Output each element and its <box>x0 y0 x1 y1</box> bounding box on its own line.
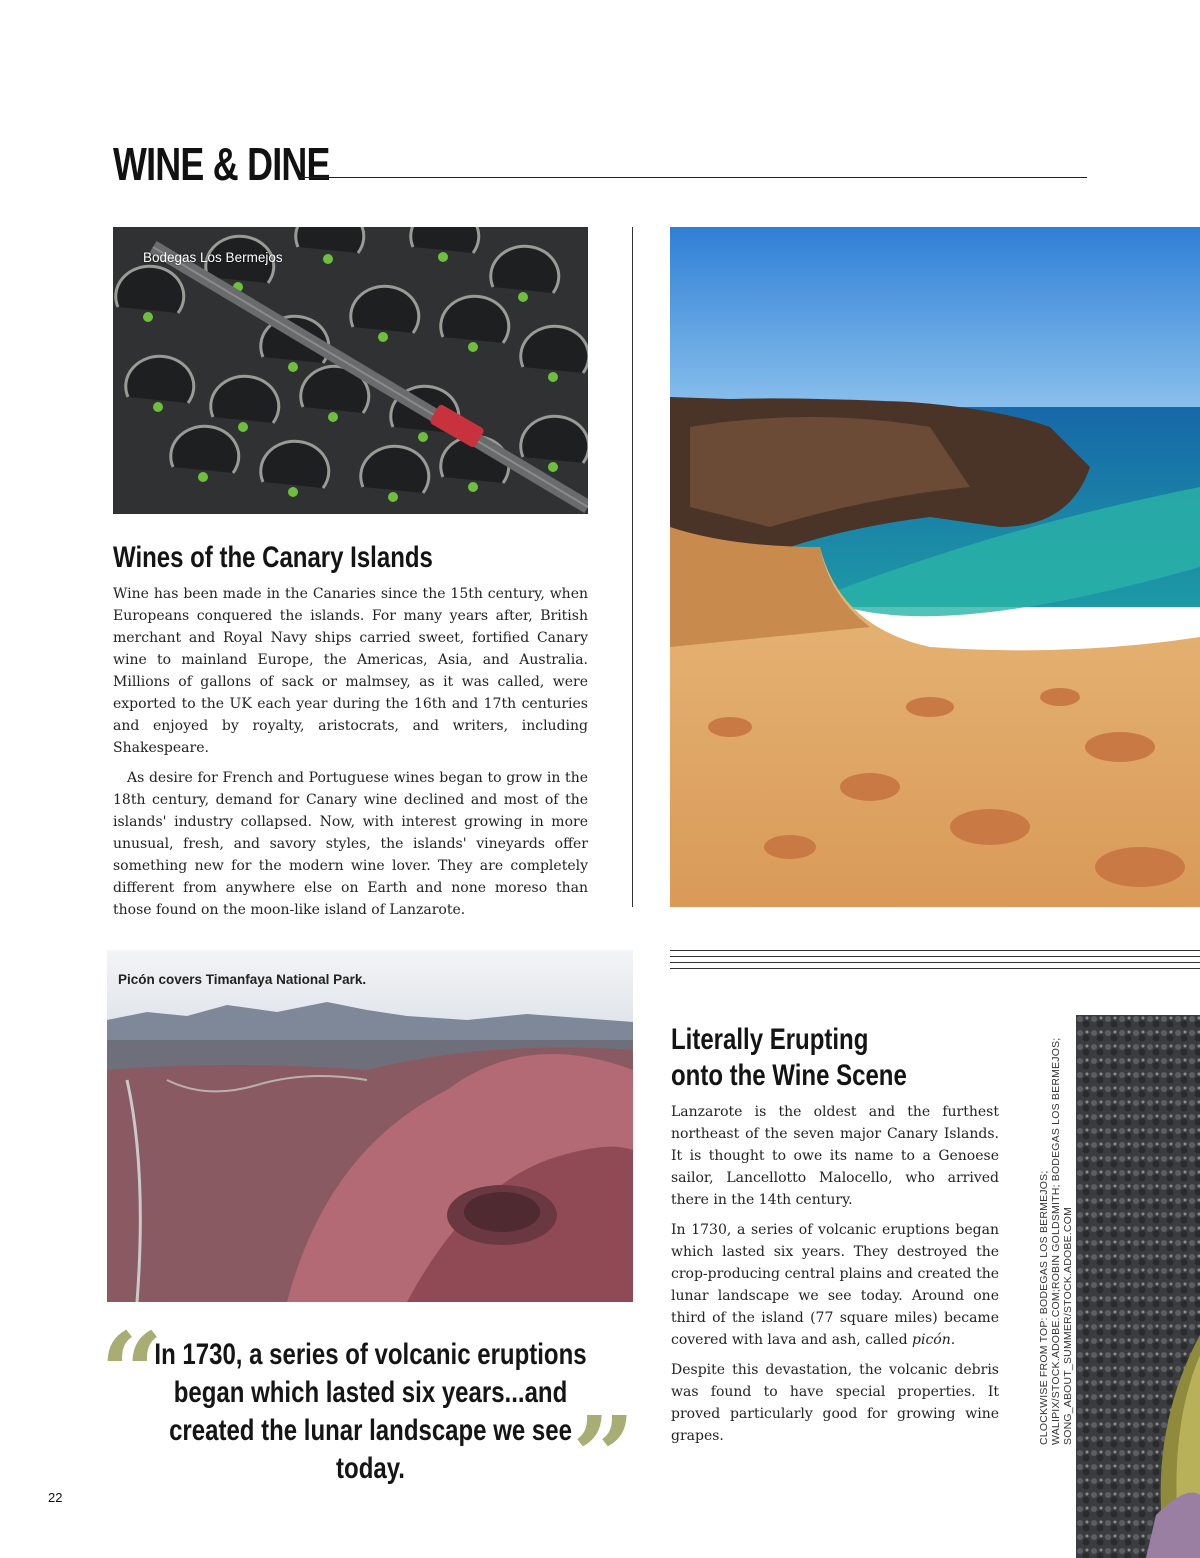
vineyard-caption: Bodegas Los Bermejos <box>143 250 283 265</box>
article1-body <box>113 583 588 929</box>
section-title: WINE & DINE <box>113 138 330 190</box>
article1-heading: Wines of the Canary Islands <box>113 541 433 574</box>
quote-close-mark: ” <box>572 1392 636 1521</box>
timanfaya-photo <box>107 950 633 1302</box>
article2-heading-line2: onto the Wine Scene <box>671 1059 907 1092</box>
article2-body <box>671 1101 999 1455</box>
gravel-photo <box>1076 1015 1200 1558</box>
quote-open-mark: “ <box>100 1308 164 1437</box>
page-number: 22 <box>48 1490 63 1505</box>
decorative-rules <box>670 950 1200 974</box>
vineyard-photo <box>113 227 588 514</box>
article2-paragraph: Lanzarote is the oldest and the furthest northeast of the seven major Canary Islands. It is thought to owe its name to a Genoese sailor, Lancellotto Malocello, who arrived there in the 14th century. <box>671 1104 999 1208</box>
pull-quote-text: In 1730, a series of volcanic eruptions began which lasted six years...and created the lunar landscape we see today. <box>153 1338 587 1485</box>
title-rule <box>300 177 1087 178</box>
picon-term: picón <box>912 1332 951 1348</box>
timanfaya-caption: Picón covers Timanfaya National Park. <box>118 972 367 987</box>
photo-credit: CLOCKWISE FROM TOP: BODEGAS LOS BERMEJOS; WALIPIX/STOCK.ADOBE.COM;ROBIN GOLDSMITH; BODEGAS LOS BERMEJOS; SONG_ABOUT_SUMMER/STOCK.ADOBE.COM <box>1038 1037 1074 1445</box>
pull-quote <box>140 1336 600 1488</box>
article2-paragraph: In 1730, a series of volcanic eruptions began which lasted six years. They destroyed the crop-producing central plains and created the lunar landscape we see today. Around one third of the island (77 square miles) became covered with lava and ash, called picón. <box>671 1222 999 1348</box>
column-divider <box>632 227 633 907</box>
article2-paragraph: Despite this devastation, the volcanic debris was found to have special properties. It proved particularly good for growing wine grapes. <box>671 1362 999 1444</box>
article1-paragraph: Wine has been made in the Canaries since the 15th century, when Europeans conquered the islands. For many years after, British merchant and Royal Navy ships carried sweet, fortified Canary wine to mainland Europe, the Americas, Asia, and Australia. Millions of gallons of sack or malmsey, as it was called, were exported to the UK each year during the 16th and 17th centuries and enjoyed by royalty, aristocrats, and writers, including Shakespeare. <box>113 586 588 756</box>
article1-paragraph: As desire for French and Portuguese wines began to grow in the 18th century, demand for Canary wine declined and most of the islands' industry collapsed. Now, with interest growing in more unusual, fresh, and savory styles, the islands' vineyards offer something new for the modern wine lover. They are completely different from anywhere else on Earth and none moreso than those found on the moon-like island of Lanzarote. <box>113 770 588 918</box>
beach-photo <box>670 227 1200 907</box>
article2-heading-line1: Literally Erupting <box>671 1023 869 1056</box>
